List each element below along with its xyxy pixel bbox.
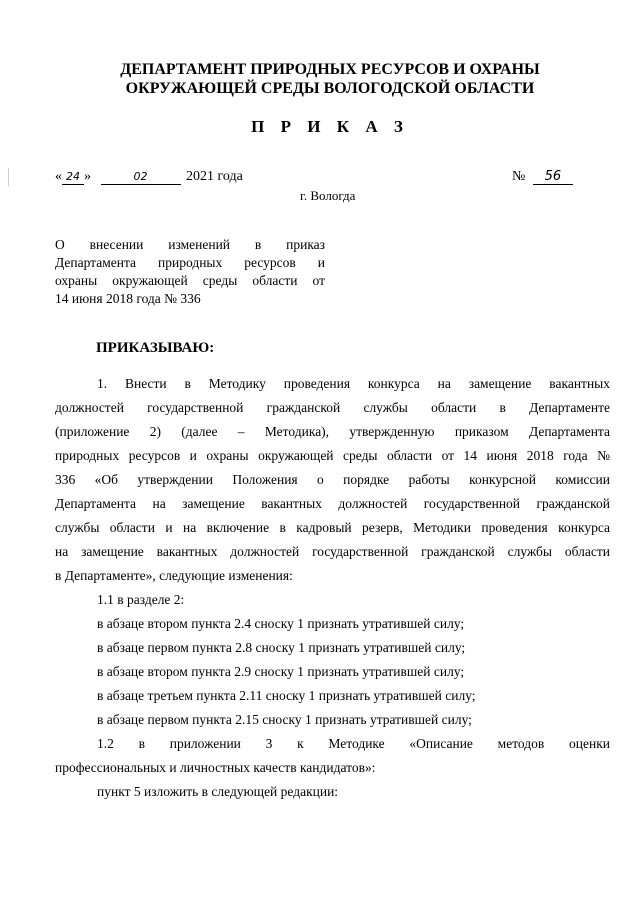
section-1-2-line: профессиональных и личностных качеств кандидатов»: (55, 760, 376, 775)
list-item: в абзаце втором пункта 2.4 сноску 1 признать утратившей силу; (97, 616, 465, 631)
date-close-quote: » (84, 169, 91, 184)
subject-line: охраны окружающей среды области от (55, 273, 325, 288)
department-header-line: ДЕПАРТАМЕНТ ПРИРОДНЫХ РЕСУРСОВ И ОХРАНЫ (120, 61, 540, 78)
number-label: № (512, 169, 526, 184)
paragraph-line: 1. Внести в Методику проведения конкурса на замещение вакантных (97, 376, 610, 391)
paragraph-line: в Департаменте», следующие изменения: (55, 568, 293, 583)
paragraph-line: должностей государственной гражданской службы области в Департаменте (55, 400, 610, 415)
date-month-handwritten: 02 (101, 170, 181, 185)
department-header (60, 60, 600, 98)
paragraph-line: службы области и на включение в кадровый резерв, Методики проведения конкурса (55, 520, 610, 535)
date-day-handwritten: 24 (62, 170, 84, 185)
date-open-quote: « (55, 169, 62, 184)
number-value-handwritten: 56 (533, 170, 573, 185)
section-1-1-heading: 1.1 в разделе 2: (97, 592, 185, 607)
list-item: в абзаце первом пункта 2.8 сноску 1 признать утратившей силу; (97, 640, 466, 655)
point-5-instruction: пункт 5 изложить в следующей редакции: (97, 784, 339, 799)
paragraph-line: на замещение вакантных должностей государственной гражданской службы области (55, 544, 610, 559)
paragraph-line: 336 «Об утверждении Положения о порядке работы конкурсной комиссии (55, 472, 610, 487)
list-item: в абзаце третьем пункта 2.11 сноску 1 признать утратившей силу; (97, 688, 476, 703)
order-body (55, 372, 610, 804)
list-item: в абзаце первом пункта 2.15 сноску 1 признать утратившей силу; (97, 712, 472, 727)
document-title: П Р И К А З (251, 117, 409, 136)
list-item: в абзаце втором пункта 2.9 сноску 1 признать утратившей силу; (97, 664, 465, 679)
date-year: 2021 года (186, 169, 243, 184)
paragraph-line: (приложение 2) (далее – Методика), утвержденную приказом Департамента (55, 424, 610, 439)
scan-artifact (8, 168, 9, 186)
order-date (55, 169, 243, 185)
order-word: ПРИКАЗЫВАЮ: (96, 340, 215, 356)
subject-line: 14 июня 2018 года № 336 (55, 291, 201, 306)
city-name: г. Вологда (300, 188, 356, 203)
department-header-line: ОКРУЖАЮЩЕЙ СРЕДЫ ВОЛОГОДСКОЙ ОБЛАСТИ (125, 80, 535, 97)
subject-line: Департамента природных ресурсов и (55, 255, 325, 270)
section-1-2-line: 1.2 в приложении 3 к Методике «Описание методов оценки (97, 736, 610, 751)
order-number (512, 169, 573, 185)
subject-line: О внесении изменений в приказ (55, 237, 325, 252)
order-subject (55, 236, 325, 308)
paragraph-line: природных ресурсов и охраны окружающей среды области от 14 июня 2018 года № (55, 448, 610, 463)
paragraph-line: Департамента на замещение вакантных должностей государственной гражданской (55, 496, 610, 511)
